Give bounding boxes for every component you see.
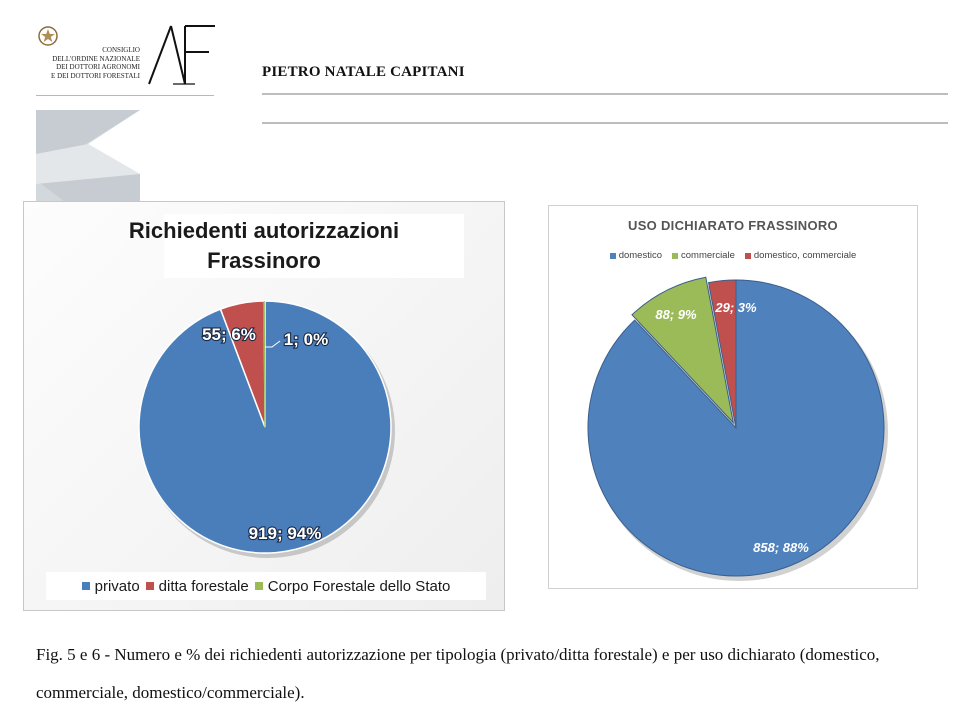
council-name: CONSIGLIO DELL'ORDINE NAZIONALE DEI DOTTORI AGRONOMI E DEI DOTTORI FORESTALI: [51, 46, 140, 80]
header-rule-top: [262, 93, 948, 95]
chart2-title: USO DICHIARATO FRASSINORO: [628, 218, 838, 233]
legend-swatch: [82, 582, 90, 590]
data-label-privato: 919; 94%: [248, 524, 322, 543]
republic-emblem-icon: [36, 24, 60, 48]
legend-item-commerciale: commerciale: [672, 250, 735, 261]
legend-item-domestico-commerciale: domestico, commerciale: [745, 250, 856, 261]
chart1-legend: [46, 572, 486, 600]
legend-item-privato: privato: [82, 578, 140, 595]
chart1-pie: [24, 202, 504, 610]
logo-divider: [36, 95, 214, 96]
data-label-domestico: 858; 88%: [753, 540, 809, 555]
figure-caption: Fig. 5 e 6 - Numero e % dei richiedenti autorizzazione per tipologia (privato/ditta forestale) e per uso dichiarato (domestico, commerciale, domestico/commerciale).: [36, 645, 880, 702]
council-logo: [30, 20, 220, 100]
legend-item-ditta-forestale: ditta forestale: [146, 578, 249, 595]
legend-item-domestico: domestico: [610, 250, 662, 261]
legend-swatch: [255, 582, 263, 590]
legend-item-corpo-forestale: Corpo Forestale dello Stato: [255, 578, 451, 595]
chart2-pie: [549, 206, 917, 588]
pie-slice-corpo-forestale-dello-stato: [264, 301, 265, 427]
header-rule-bottom: [262, 122, 948, 124]
data-label-ditta-forestale: 55; 6%: [202, 325, 256, 344]
chart1-title: Richiedenti autorizzazioni Frassinoro: [128, 218, 400, 273]
chart-richiedenti: [23, 201, 505, 611]
chart-uso-dichiarato: [548, 205, 918, 589]
author-name: PIETRO NATALE CAPITANI: [262, 64, 465, 80]
af-logo-mark-icon: [145, 22, 217, 88]
data-label-commerciale: 88; 9%: [655, 307, 697, 322]
legend-swatch: [146, 582, 154, 590]
data-label-domestico-commerciale: 29; 3%: [715, 300, 757, 315]
data-label-corpo-forestale-dello-stato: 1; 0%: [283, 330, 329, 349]
